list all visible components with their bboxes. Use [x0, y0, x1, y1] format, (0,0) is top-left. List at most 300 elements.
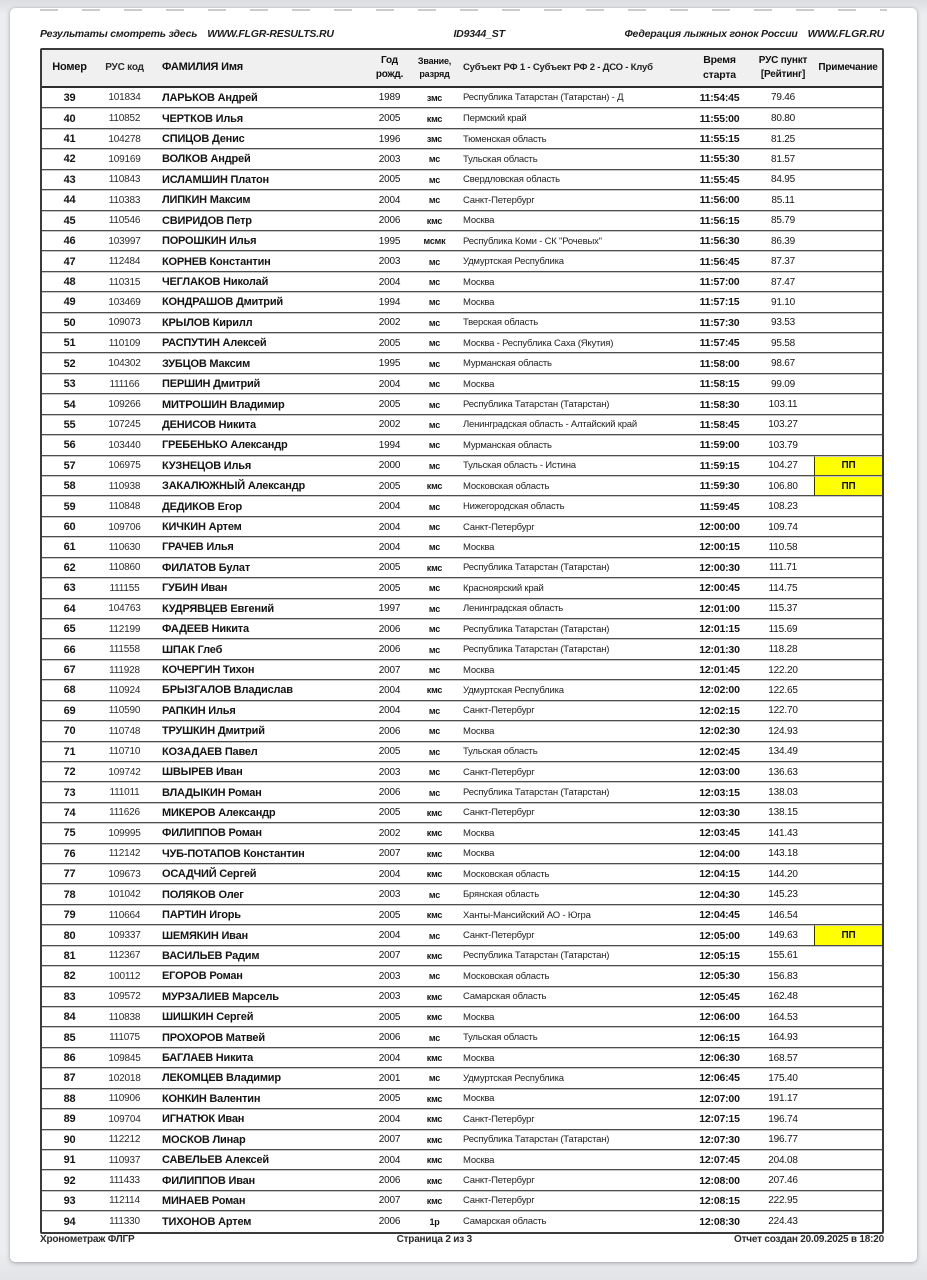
birth-year: 2000	[367, 456, 412, 476]
note-cell	[814, 88, 882, 108]
note-cell	[814, 844, 882, 864]
bib-number: 89	[42, 1109, 97, 1129]
rus-points: 111.71	[752, 558, 814, 578]
table-row	[42, 272, 882, 292]
start-time: 12:08:00	[687, 1170, 752, 1190]
start-time: 12:00:00	[687, 517, 752, 537]
table-row	[42, 292, 882, 312]
federation-note	[625, 28, 884, 40]
region-club: Санкт-Петербург	[457, 1109, 687, 1129]
rus-code: 109742	[97, 762, 152, 782]
birth-year: 1995	[367, 231, 412, 251]
athlete-name: КУЗНЕЦОВ Илья	[152, 456, 367, 476]
table-row	[42, 415, 882, 435]
start-time: 12:01:00	[687, 599, 752, 619]
birth-year: 2003	[367, 884, 412, 904]
table-row	[42, 211, 882, 231]
note-cell	[814, 1068, 882, 1088]
region-club: Москва	[457, 374, 687, 394]
table-row	[42, 170, 882, 190]
table-row	[42, 762, 882, 782]
bib-number: 84	[42, 1007, 97, 1027]
athlete-name: БРЫЗГАЛОВ Владислав	[152, 680, 367, 700]
region-club: Москва	[457, 721, 687, 741]
start-time: 12:06:45	[687, 1068, 752, 1088]
region-club: Москва	[457, 1089, 687, 1109]
bib-number: 62	[42, 558, 97, 578]
birth-year: 2004	[367, 864, 412, 884]
start-time: 11:56:45	[687, 251, 752, 271]
region-club: Московская область	[457, 864, 687, 884]
athlete-name: ОСАДЧИЙ Сергей	[152, 864, 367, 884]
start-time: 11:57:30	[687, 313, 752, 333]
rus-code: 109073	[97, 313, 152, 333]
rus-points: 124.93	[752, 721, 814, 741]
rus-code: 112114	[97, 1191, 152, 1211]
birth-year: 2005	[367, 108, 412, 128]
rank: мс	[412, 272, 457, 292]
region-club: Удмуртская Республика	[457, 680, 687, 700]
athlete-name: ДЕДИКОВ Егор	[152, 496, 367, 516]
region-club: Москва	[457, 1007, 687, 1027]
note-cell	[814, 1109, 882, 1129]
table-row	[42, 701, 882, 721]
birth-year: 1996	[367, 129, 412, 149]
birth-year: 2004	[367, 496, 412, 516]
region-club: Москва	[457, 823, 687, 843]
region-club: Республика Татарстан (Татарстан)	[457, 639, 687, 659]
note-cell	[814, 987, 882, 1007]
table-row	[42, 925, 882, 945]
start-time: 12:03:30	[687, 803, 752, 823]
start-time: 11:55:15	[687, 129, 752, 149]
birth-year: 2006	[367, 619, 412, 639]
rus-code: 111166	[97, 374, 152, 394]
table-row	[42, 864, 882, 884]
start-time: 11:55:00	[687, 108, 752, 128]
column-header: Примечание	[814, 50, 882, 88]
bib-number: 72	[42, 762, 97, 782]
athlete-name: РАПКИН Илья	[152, 701, 367, 721]
rank: мс	[412, 742, 457, 762]
athlete-name: БАГЛАЕВ Никита	[152, 1048, 367, 1068]
athlete-name: ТРУШКИН Дмитрий	[152, 721, 367, 741]
athlete-name: ГРАЧЕВ Илья	[152, 537, 367, 557]
table-row	[42, 1170, 882, 1190]
athlete-name: ЛАРЬКОВ Андрей	[152, 88, 367, 108]
results-note	[40, 28, 334, 40]
athlete-name: ЧУБ-ПОТАПОВ Константин	[152, 844, 367, 864]
region-club: Москва	[457, 844, 687, 864]
athlete-name: КУДРЯВЦЕВ Евгений	[152, 599, 367, 619]
rank: мс	[412, 884, 457, 904]
table-row	[42, 905, 882, 925]
birth-year: 2006	[367, 782, 412, 802]
rank: мс	[412, 149, 457, 169]
birth-year: 1989	[367, 88, 412, 108]
region-club: Москва	[457, 211, 687, 231]
athlete-name: ФИЛАТОВ Булат	[152, 558, 367, 578]
rus-code: 111558	[97, 639, 152, 659]
rus-points: 109.74	[752, 517, 814, 537]
bib-number: 44	[42, 190, 97, 210]
start-time: 11:56:00	[687, 190, 752, 210]
rank: мс	[412, 1027, 457, 1047]
bib-number: 45	[42, 211, 97, 231]
rank: кмс	[412, 558, 457, 578]
note-cell	[814, 803, 882, 823]
table-row	[42, 517, 882, 537]
note-cell	[814, 1048, 882, 1068]
table-row	[42, 333, 882, 353]
region-club: Республика Коми - СК "Рочевых"	[457, 231, 687, 251]
rus-code: 109706	[97, 517, 152, 537]
note-cell	[814, 762, 882, 782]
rus-points: 146.54	[752, 905, 814, 925]
rank: мс	[412, 660, 457, 680]
rus-code: 109572	[97, 987, 152, 1007]
rus-points: 91.10	[752, 292, 814, 312]
rus-code: 101042	[97, 884, 152, 904]
birth-year: 2006	[367, 211, 412, 231]
start-time: 11:56:15	[687, 211, 752, 231]
column-header: Год рожд.	[367, 50, 412, 88]
rus-points: 95.58	[752, 333, 814, 353]
birth-year: 2002	[367, 313, 412, 333]
note-cell	[814, 435, 882, 455]
birth-year: 2005	[367, 905, 412, 925]
note-cell	[814, 353, 882, 373]
bib-number: 79	[42, 905, 97, 925]
table-row	[42, 476, 882, 496]
note-cell	[814, 578, 882, 598]
athlete-name: ЕГОРОВ Роман	[152, 966, 367, 986]
region-club: Тульская область - Истина	[457, 456, 687, 476]
rus-points: 85.79	[752, 211, 814, 231]
start-time: 12:07:00	[687, 1089, 752, 1109]
table-row	[42, 537, 882, 557]
birth-year: 1994	[367, 435, 412, 455]
rus-code: 112199	[97, 619, 152, 639]
region-club: Ханты-Мансийский АО - Югра	[457, 905, 687, 925]
athlete-name: МИНАЕВ Роман	[152, 1191, 367, 1211]
start-time: 11:59:45	[687, 496, 752, 516]
table-row	[42, 823, 882, 843]
table-row	[42, 619, 882, 639]
athlete-name: ФИЛИППОВ Роман	[152, 823, 367, 843]
start-time: 12:05:15	[687, 946, 752, 966]
athlete-name: ЧЕГЛАКОВ Николай	[152, 272, 367, 292]
table-row	[42, 578, 882, 598]
note-cell	[814, 1027, 882, 1047]
column-header: Звание, разряд	[412, 50, 457, 88]
athlete-name: ПРОХОРОВ Матвей	[152, 1027, 367, 1047]
rus-code: 106975	[97, 456, 152, 476]
bib-number: 83	[42, 987, 97, 1007]
start-time: 11:56:30	[687, 231, 752, 251]
note-cell	[814, 272, 882, 292]
bib-number: 65	[42, 619, 97, 639]
athlete-name: ГРЕБЕНЬКО Александр	[152, 435, 367, 455]
rank: кмс	[412, 1130, 457, 1150]
rus-points: 136.63	[752, 762, 814, 782]
bib-number: 64	[42, 599, 97, 619]
note-cell	[814, 701, 882, 721]
bib-number: 61	[42, 537, 97, 557]
region-club: Республика Татарстан (Татарстан)	[457, 1130, 687, 1150]
note-cell	[814, 1130, 882, 1150]
athlete-name: ЧЕРТКОВ Илья	[152, 108, 367, 128]
start-time: 12:07:30	[687, 1130, 752, 1150]
birth-year: 2005	[367, 476, 412, 496]
region-club: Москва	[457, 1150, 687, 1170]
region-club: Санкт-Петербург	[457, 1170, 687, 1190]
region-club: Республика Татарстан (Татарстан) - Д	[457, 88, 687, 108]
note-cell	[814, 660, 882, 680]
rus-points: 85.11	[752, 190, 814, 210]
rus-points: 164.93	[752, 1027, 814, 1047]
bib-number: 39	[42, 88, 97, 108]
region-club: Самарская область	[457, 987, 687, 1007]
region-club: Нижегородская область	[457, 496, 687, 516]
table-row	[42, 946, 882, 966]
table-row	[42, 803, 882, 823]
note-cell	[814, 292, 882, 312]
note-cell	[814, 1211, 882, 1231]
start-time: 11:57:15	[687, 292, 752, 312]
rus-code: 111330	[97, 1211, 152, 1231]
region-club: Санкт-Петербург	[457, 517, 687, 537]
athlete-name: ВЛАДЫКИН Роман	[152, 782, 367, 802]
start-list-table	[40, 48, 884, 1234]
start-time: 12:03:45	[687, 823, 752, 843]
region-club: Красноярский край	[457, 578, 687, 598]
table-row	[42, 129, 882, 149]
bib-number: 78	[42, 884, 97, 904]
rus-code: 100112	[97, 966, 152, 986]
bib-number: 46	[42, 231, 97, 251]
region-club: Москва	[457, 292, 687, 312]
start-time: 11:57:45	[687, 333, 752, 353]
rus-code: 111433	[97, 1170, 152, 1190]
bib-number: 73	[42, 782, 97, 802]
region-club: Тульская область	[457, 742, 687, 762]
table-row	[42, 721, 882, 741]
region-club: Москва	[457, 660, 687, 680]
page-footer	[40, 1234, 884, 1245]
bib-number: 54	[42, 394, 97, 414]
start-time: 12:00:45	[687, 578, 752, 598]
start-time: 12:01:15	[687, 619, 752, 639]
athlete-name: КИЧКИН Артем	[152, 517, 367, 537]
start-time: 11:58:00	[687, 353, 752, 373]
rus-points: 86.39	[752, 231, 814, 251]
note-cell	[814, 129, 882, 149]
document-id: ID9344_ST	[453, 28, 505, 40]
rank: мс	[412, 599, 457, 619]
start-time: 12:08:30	[687, 1211, 752, 1231]
athlete-name: МИКЕРОВ Александр	[152, 803, 367, 823]
table-row	[42, 1027, 882, 1047]
region-club: Мурманская область	[457, 435, 687, 455]
birth-year: 2005	[367, 170, 412, 190]
region-club: Республика Татарстан (Татарстан)	[457, 946, 687, 966]
start-time: 11:59:30	[687, 476, 752, 496]
bib-number: 49	[42, 292, 97, 312]
start-time: 11:58:30	[687, 394, 752, 414]
athlete-name: МУРЗАЛИЕВ Марсель	[152, 987, 367, 1007]
bib-number: 70	[42, 721, 97, 741]
rank: кмс	[412, 1150, 457, 1170]
rank: мс	[412, 496, 457, 516]
birth-year: 2005	[367, 558, 412, 578]
rank: мс	[412, 701, 457, 721]
start-time: 12:04:00	[687, 844, 752, 864]
note-cell	[814, 231, 882, 251]
note-cell: ПП	[814, 925, 882, 945]
table-row	[42, 394, 882, 414]
birth-year: 2006	[367, 721, 412, 741]
note-cell	[814, 1089, 882, 1109]
birth-year: 2004	[367, 1109, 412, 1129]
rus-code: 107245	[97, 415, 152, 435]
rus-points: 87.47	[752, 272, 814, 292]
table-row	[42, 1068, 882, 1088]
birth-year: 2006	[367, 1170, 412, 1190]
rus-points: 103.79	[752, 435, 814, 455]
rus-code: 110109	[97, 333, 152, 353]
region-club: Тюменская область	[457, 129, 687, 149]
rank: мс	[412, 1068, 457, 1088]
start-time: 12:06:00	[687, 1007, 752, 1027]
start-time: 12:07:45	[687, 1150, 752, 1170]
note-cell	[814, 558, 882, 578]
note-cell	[814, 170, 882, 190]
table-row	[42, 149, 882, 169]
rus-points: 103.11	[752, 394, 814, 414]
rus-points: 222.95	[752, 1191, 814, 1211]
rank: мс	[412, 782, 457, 802]
start-time: 12:02:45	[687, 742, 752, 762]
rank: кмс	[412, 803, 457, 823]
rank: кмс	[412, 864, 457, 884]
rus-points: 81.25	[752, 129, 814, 149]
region-club: Свердловская область	[457, 170, 687, 190]
birth-year: 2003	[367, 762, 412, 782]
region-club: Санкт-Петербург	[457, 190, 687, 210]
note-cell	[814, 190, 882, 210]
bib-number: 92	[42, 1170, 97, 1190]
rus-points: 134.49	[752, 742, 814, 762]
note-cell	[814, 823, 882, 843]
athlete-name: ФИЛИППОВ Иван	[152, 1170, 367, 1190]
rank: кмс	[412, 108, 457, 128]
bib-number: 74	[42, 803, 97, 823]
table-row	[42, 1089, 882, 1109]
rank: 1р	[412, 1211, 457, 1231]
athlete-name: ШВЫРЕВ Иван	[152, 762, 367, 782]
bib-number: 75	[42, 823, 97, 843]
birth-year: 2006	[367, 1027, 412, 1047]
rank: кмс	[412, 1109, 457, 1129]
rus-code: 110852	[97, 108, 152, 128]
birth-year: 2004	[367, 537, 412, 557]
start-time: 11:59:15	[687, 456, 752, 476]
bib-number: 63	[42, 578, 97, 598]
note-cell	[814, 149, 882, 169]
rus-points: 196.74	[752, 1109, 814, 1129]
birth-year: 2001	[367, 1068, 412, 1088]
birth-year: 2005	[367, 1089, 412, 1109]
rus-points: 138.15	[752, 803, 814, 823]
rank: змс	[412, 88, 457, 108]
start-time: 11:54:45	[687, 88, 752, 108]
birth-year: 2007	[367, 660, 412, 680]
table-row	[42, 374, 882, 394]
footer-timing-label: Хронометраж ФЛГР	[40, 1234, 135, 1245]
start-time: 12:00:15	[687, 537, 752, 557]
birth-year: 2003	[367, 987, 412, 1007]
rank: кмс	[412, 987, 457, 1007]
region-club: Республика Татарстан (Татарстан)	[457, 558, 687, 578]
rus-code: 109845	[97, 1048, 152, 1068]
bib-number: 87	[42, 1068, 97, 1088]
table-row	[42, 966, 882, 986]
region-club: Республика Татарстан (Татарстан)	[457, 619, 687, 639]
athlete-name: ПЕРШИН Дмитрий	[152, 374, 367, 394]
note-cell	[814, 251, 882, 271]
rus-points: 80.80	[752, 108, 814, 128]
region-club: Санкт-Петербург	[457, 701, 687, 721]
athlete-name: ПАРТИН Игорь	[152, 905, 367, 925]
athlete-name: ВОЛКОВ Андрей	[152, 149, 367, 169]
rank: кмс	[412, 1089, 457, 1109]
rus-points: 118.28	[752, 639, 814, 659]
rus-code: 103997	[97, 231, 152, 251]
federation-url: WWW.FLGR.RU	[807, 28, 884, 40]
rank: кмс	[412, 476, 457, 496]
bib-number: 42	[42, 149, 97, 169]
rus-points: 79.46	[752, 88, 814, 108]
athlete-name: ИСЛАМШИН Платон	[152, 170, 367, 190]
rus-points: 114.75	[752, 578, 814, 598]
rus-code: 103469	[97, 292, 152, 312]
rus-code: 110383	[97, 190, 152, 210]
birth-year: 2004	[367, 680, 412, 700]
table-row	[42, 1048, 882, 1068]
start-time: 12:05:00	[687, 925, 752, 945]
note-cell	[814, 313, 882, 333]
rus-points: 98.67	[752, 353, 814, 373]
note-cell	[814, 639, 882, 659]
table-row	[42, 782, 882, 802]
rus-code: 103440	[97, 435, 152, 455]
athlete-name: ФАДЕЕВ Никита	[152, 619, 367, 639]
note-cell	[814, 946, 882, 966]
rank: мс	[412, 639, 457, 659]
rus-points: 164.53	[752, 1007, 814, 1027]
rus-points: 144.20	[752, 864, 814, 884]
rank: кмс	[412, 1007, 457, 1027]
athlete-name: ЛИПКИН Максим	[152, 190, 367, 210]
rank: мс	[412, 394, 457, 414]
birth-year: 1994	[367, 292, 412, 312]
region-club: Удмуртская Республика	[457, 251, 687, 271]
rank: кмс	[412, 844, 457, 864]
bib-number: 76	[42, 844, 97, 864]
athlete-name: ВАСИЛЬЕВ Радим	[152, 946, 367, 966]
rus-code: 112142	[97, 844, 152, 864]
